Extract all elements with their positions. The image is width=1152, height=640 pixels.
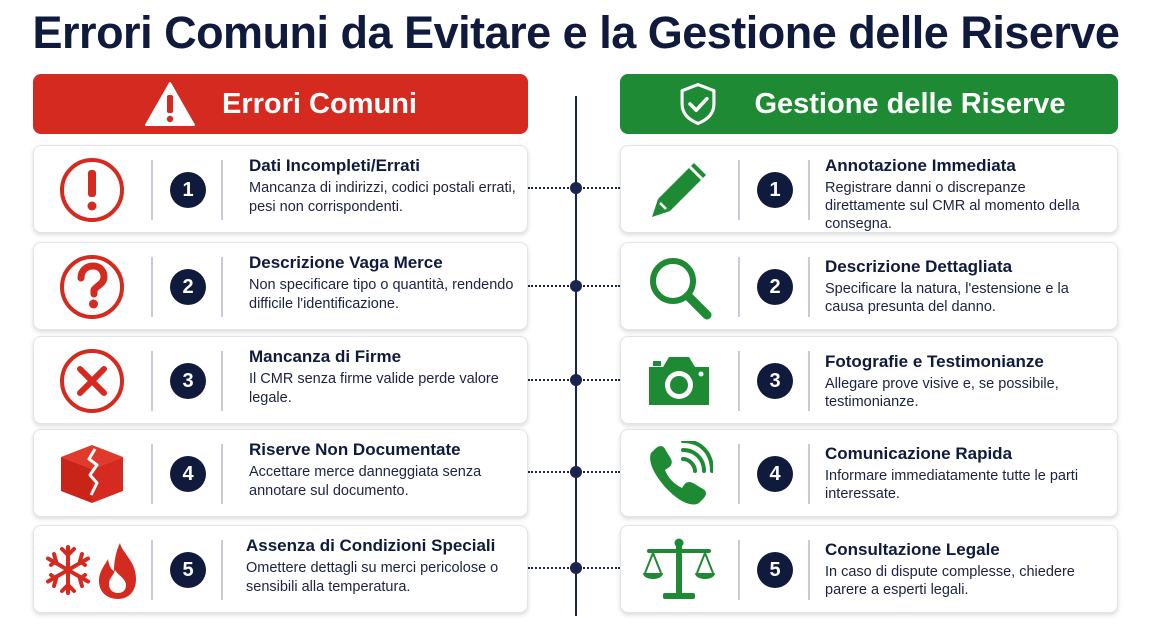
reserve-description: In caso di dispute complesse, chiedere parere a esperti legali. [825,564,1075,598]
error-card-5 [33,525,528,613]
step-number: 5 [170,552,206,588]
card-separator [808,444,810,504]
scales-icon [641,537,717,603]
question-circle-icon [58,253,126,321]
error-title: Dati Incompleti/Errati [249,156,420,175]
reserves-header-label: Gestione delle Riserve [754,87,1066,120]
error-description: Omettere dettagli su merci pericolose o sensibili alla temperatura. [246,560,499,595]
error-card-1 [33,145,528,233]
card-separator [808,351,810,411]
step-number: 1 [170,172,206,208]
reserves-header [620,74,1118,134]
shield-check-icon [672,81,724,127]
errors-header [33,74,528,134]
card-separator [151,351,153,411]
card-separator [808,257,810,317]
pencil-icon [646,157,712,223]
reserve-card-5 [620,525,1118,613]
snowflake-flame-icon [42,537,142,603]
reserve-card-4 [620,429,1118,517]
exclamation-circle-icon [58,156,126,224]
step-number: 4 [757,456,793,492]
card-separator [221,257,223,317]
errors-header-label: Errori Comuni [222,87,417,120]
magnifier-icon [645,253,713,321]
card-separator [221,351,223,411]
connector-dot [570,562,582,574]
step-number: 5 [757,552,793,588]
reserve-title: Consultazione Legale [825,540,1000,559]
reserve-description: Specificare la natura, l'estensione e la causa presunta del danno. [825,281,1069,315]
error-description: Accettare merce danneggiata senza annotare sul documento. [249,464,482,499]
error-card-3 [33,336,528,424]
reserve-card-1 [620,145,1118,233]
card-separator [151,160,153,220]
connector-dot [570,280,582,292]
error-description: Non specificare tipo o quantità, rendendo difficile l'identificazione. [249,277,514,312]
reserve-description: Informare immediatamente tutte le parti interessate. [825,468,1079,502]
step-number: 1 [757,172,793,208]
card-separator [738,257,740,317]
card-separator [738,160,740,220]
error-title: Descrizione Vaga Merce [249,253,443,272]
step-number: 3 [170,363,206,399]
error-description: Il CMR senza firme valide perde valore legale. [249,371,499,406]
page-title: Errori Comuni da Evitare e la Gestione delle Riserve [32,7,1120,58]
error-card-2 [33,242,528,330]
broken-box-icon [57,441,127,507]
camera-icon [645,353,713,409]
reserve-card-2 [620,242,1118,330]
error-description: Mancanza di indirizzi, codici postali errati, pesi non corrispondenti. [249,180,516,215]
reserve-title: Annotazione Immediata [825,156,1016,175]
card-separator [808,540,810,600]
reserve-description: Registrare danni o discrepanze direttamente sul CMR al momento della consegna. [825,180,1080,232]
connector-dot [570,182,582,194]
card-separator [151,257,153,317]
card-separator [738,351,740,411]
connector-dot [570,466,582,478]
card-separator [738,540,740,600]
error-title: Riserve Non Documentate [249,440,461,459]
x-circle-icon [58,347,126,415]
warning-icon [144,81,196,127]
reserve-title: Fotografie e Testimonianze [825,352,1044,371]
error-title: Assenza di Condizioni Speciali [246,536,496,555]
card-separator [151,540,153,600]
error-title: Mancanza di Firme [249,347,402,366]
step-number: 2 [757,269,793,305]
center-divider [575,96,577,616]
reserve-description: Allegare prove visive e, se possibile, testimonianze. [825,376,1059,410]
reserve-title: Descrizione Dettagliata [825,257,1013,276]
card-separator [221,444,223,504]
card-separator [221,160,223,220]
phone-icon [645,441,713,507]
card-separator [221,540,223,600]
connector-dot [570,374,582,386]
card-separator [738,444,740,504]
step-number: 3 [757,363,793,399]
error-card-4 [33,429,528,517]
reserve-card-3 [620,336,1118,424]
card-separator [808,160,810,220]
step-number: 4 [170,456,206,492]
card-separator [151,444,153,504]
step-number: 2 [170,269,206,305]
reserve-title: Comunicazione Rapida [825,444,1013,463]
